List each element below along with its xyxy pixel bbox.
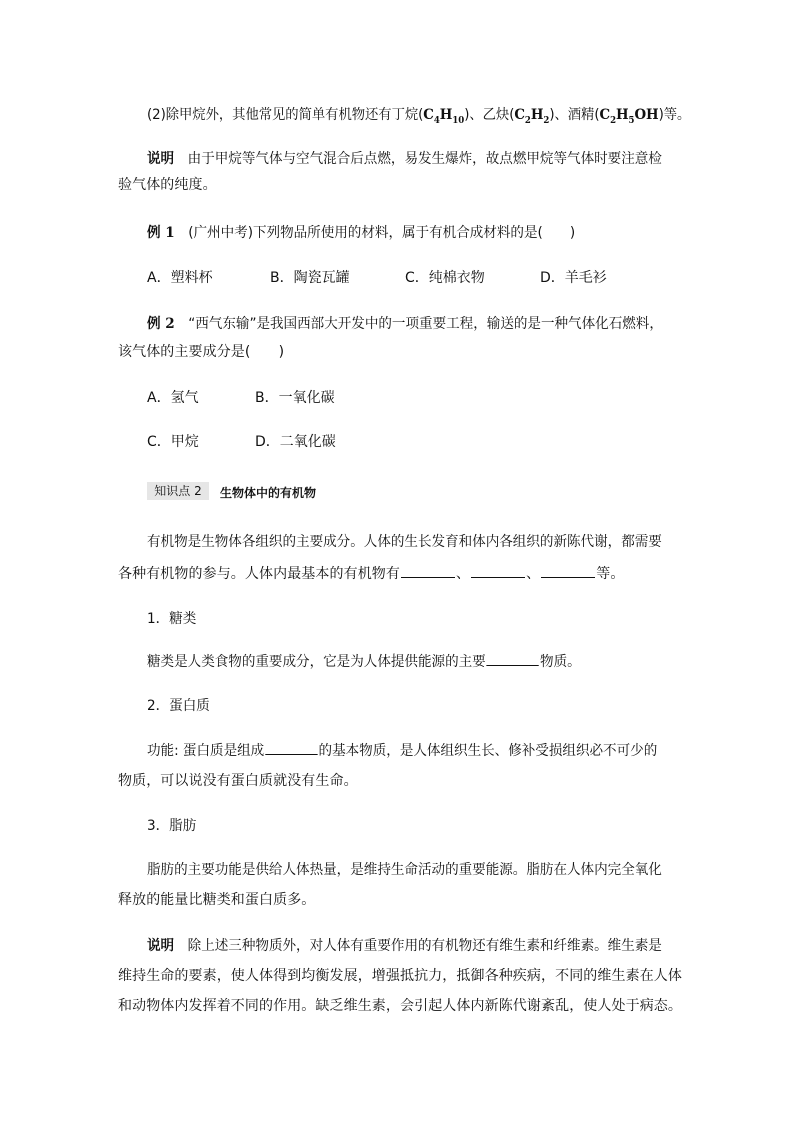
text-segment: (2)除甲烷外，其他常见的简单有机物还有丁烷(	[147, 107, 424, 123]
answer-blank[interactable]	[471, 565, 525, 578]
example-1-option-d: D．羊毛衫	[540, 270, 607, 286]
example-2-option-d: D．二氧化碳	[255, 434, 336, 450]
section-1-text	[147, 653, 690, 671]
note-vitamins-line3: 和动物体内发挥着不同的作用。缺乏维生素，会引起人体内新陈代谢紊乱，使人处于病态。	[118, 998, 682, 1014]
text-segment: 糖类是人类食物的重要成分，它是为人体提供能源的主要	[147, 654, 486, 670]
knowledge-point-tag: 知识点 2	[147, 482, 209, 500]
formula-ethanol: $C_2H_5OH$	[599, 107, 659, 126]
note-text: 由于甲烷等气体与空气混合后点燃，易发生爆炸，故点燃甲烷等气体时要注意检	[187, 151, 662, 167]
section-2-heading: 2．蛋白质	[147, 698, 210, 714]
example-text: “西气东输”是我国西部大开发中的一项重要工程，输送的是一种气体化石燃料，	[188, 316, 663, 332]
example-2-option-b: B．一氧化碳	[255, 390, 335, 406]
example-label: 例 2	[147, 316, 175, 332]
example-1-question	[147, 224, 690, 242]
text-segment: 、	[456, 566, 471, 582]
note-vitamins-line1	[147, 937, 690, 955]
section-3-line1: 脂肪的主要功能是供给人体热量，是维持生命活动的重要能源。脂肪在人体内完全氧化	[147, 862, 662, 878]
note-vitamins-line2: 维持生命的要素，使人体得到均衡发展，增强抵抗力，抵御各种疾病，不同的维生素在人体	[118, 968, 682, 984]
example-text: (广州中考)下列物品所使用的材料，属于有机合成材料的是( )	[188, 225, 576, 241]
example-1-option-c: C．纯棉衣物	[405, 270, 485, 286]
text-segment: 功能: 蛋白质是组成	[147, 743, 265, 759]
text-segment: )、乙炔(	[464, 107, 515, 123]
text-segment: 、	[526, 566, 541, 582]
text-segment: )、酒精(	[549, 107, 600, 123]
formula-acetylene: $C_2H_2$	[514, 107, 550, 126]
example-1-option-b: B．陶瓷瓦罐	[270, 270, 350, 286]
text-segment: 各种有机物的参与。人体内最基本的有机物有	[118, 566, 400, 582]
note-label: 说明	[147, 151, 175, 167]
section-3-heading: 3．脂肪	[147, 818, 197, 834]
formula-butane: $C_4H_{10}$	[423, 107, 465, 126]
answer-blank[interactable]	[265, 742, 317, 755]
example-2-question-line1	[147, 315, 690, 333]
example-1-option-a: A．塑料杯	[147, 270, 213, 286]
text-segment: 等。	[596, 566, 625, 582]
example-2-option-c: C．甲烷	[147, 434, 199, 450]
note-text: 除上述三种物质外，对人体有重要作用的有机物还有维生素和纤维素。维生素是	[187, 938, 662, 954]
example-2-question-line2: 该气体的主要成分是( )	[118, 344, 285, 360]
intro-line2	[118, 565, 678, 583]
section-2-line1	[147, 742, 690, 760]
answer-blank[interactable]	[401, 565, 455, 578]
section-1-heading: 1．糖类	[147, 611, 197, 627]
answer-blank[interactable]	[541, 565, 595, 578]
note-methane-line1	[147, 150, 690, 168]
text-segment: 的基本物质，是人体组织生长、修补受损组织必不可少的	[318, 743, 658, 759]
answer-blank[interactable]	[487, 653, 539, 666]
example-2-option-a: A．氢气	[147, 390, 199, 406]
text-segment: 物质。	[540, 654, 581, 670]
section-2-line2: 物质，可以说没有蛋白质就没有生命。	[118, 773, 358, 789]
note-methane-line2: 验气体的纯度。	[118, 177, 217, 193]
text-segment: )等。	[658, 107, 691, 123]
example-label: 例 1	[147, 225, 175, 241]
section-3-line2: 释放的能量比糖类和蛋白质多。	[118, 892, 316, 908]
intro-line1: 有机物是生物体各组织的主要成分。人体的生长发育和体内各组织的新陈代谢，都需要	[147, 534, 662, 550]
knowledge-point-title: 生物体中的有机物	[220, 486, 317, 500]
paragraph-other-organics	[147, 106, 691, 126]
note-label: 说明	[147, 938, 175, 954]
